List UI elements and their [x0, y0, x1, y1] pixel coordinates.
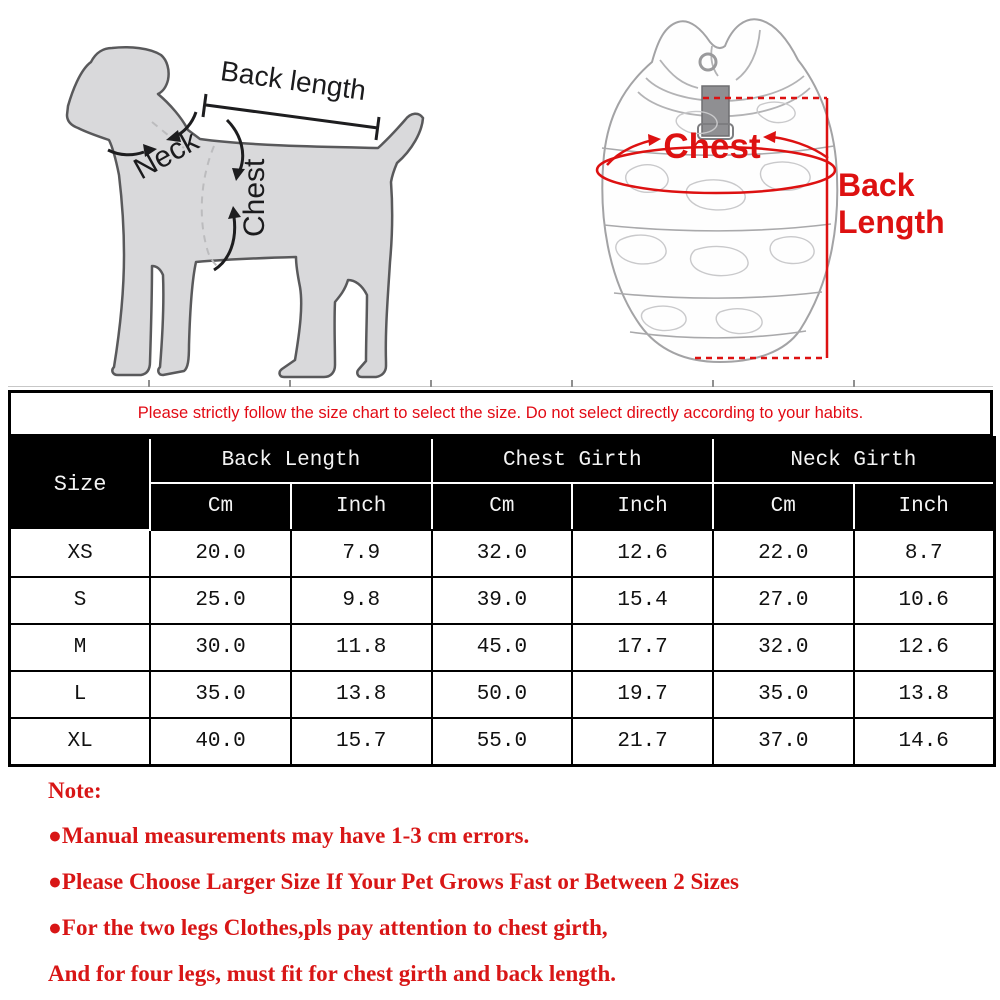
- header-back-in: Inch: [291, 483, 432, 530]
- cell-neck-in: 12.6: [854, 624, 995, 671]
- cell-neck-in: 13.8: [854, 671, 995, 718]
- jacket-back-length-label-line1: Back: [838, 167, 915, 203]
- crop-artifact-line: [8, 386, 993, 387]
- cell-neck-cm: 32.0: [713, 624, 854, 671]
- cell-back-cm: 40.0: [150, 718, 291, 766]
- cell-neck-cm: 37.0: [713, 718, 854, 766]
- cell-chest-in: 17.7: [572, 624, 713, 671]
- cell-chest-cm: 32.0: [432, 530, 573, 577]
- cell-back-cm: 35.0: [150, 671, 291, 718]
- cell-back-in: 7.9: [291, 530, 432, 577]
- cell-back-cm: 30.0: [150, 624, 291, 671]
- cell-neck-in: 8.7: [854, 530, 995, 577]
- size-warning-text: Please strictly follow the size chart to select the size. Do not select directly according to your habits.: [137, 404, 864, 422]
- header-size: Size: [10, 438, 151, 531]
- table-row-m: [10, 624, 995, 671]
- crop-artifact-tick: [712, 380, 714, 387]
- dog-neck-label: Neck: [128, 124, 205, 187]
- cell-back-in: 11.8: [291, 624, 432, 671]
- cell-neck-cm: 35.0: [713, 671, 854, 718]
- cell-chest-in: 19.7: [572, 671, 713, 718]
- cell-chest-in: 15.4: [572, 577, 713, 624]
- crop-artifact-tick: [430, 380, 432, 387]
- cell-back-in: 15.7: [291, 718, 432, 766]
- crop-artifact-tick: [853, 380, 855, 387]
- cell-back-in: 13.8: [291, 671, 432, 718]
- cell-neck-cm: 27.0: [713, 577, 854, 624]
- table-row-l: [10, 671, 995, 718]
- cell-chest-cm: 55.0: [432, 718, 573, 766]
- cell-chest-cm: 50.0: [432, 671, 573, 718]
- crop-artifact-tick: [289, 380, 291, 387]
- jacket-measure-diagram: [560, 0, 1000, 392]
- header-neck-in: Inch: [854, 483, 995, 530]
- jacket-back-length-label-line2: Length: [838, 204, 945, 240]
- cell-chest-in: 21.7: [572, 718, 713, 766]
- cell-neck-in: 14.6: [854, 718, 995, 766]
- jacket-chest-label: Chest: [663, 127, 761, 166]
- cell-neck-cm: 22.0: [713, 530, 854, 577]
- cell-size: XS: [10, 530, 151, 577]
- table-row-xs: [10, 530, 995, 577]
- cell-size: L: [10, 671, 151, 718]
- size-chart-section: [8, 390, 993, 767]
- crop-artifact-tick: [571, 380, 573, 387]
- cell-neck-in: 10.6: [854, 577, 995, 624]
- header-chest-girth: Chest Girth: [432, 438, 713, 484]
- cell-chest-in: 12.6: [572, 530, 713, 577]
- notes-section: [48, 778, 968, 1000]
- table-row-xl: [10, 718, 995, 766]
- dog-chest-label: Chest: [238, 158, 271, 237]
- notes-title: Note:: [48, 778, 102, 803]
- header-neck-girth: Neck Girth: [713, 438, 994, 484]
- cell-size: S: [10, 577, 151, 624]
- cell-back-in: 9.8: [291, 577, 432, 624]
- header-neck-cm: Cm: [713, 483, 854, 530]
- header-back-length: Back Length: [150, 438, 431, 484]
- note-item: ●Please Choose Larger Size If Your Pet Grows Fast or Between 2 Sizes: [48, 869, 739, 894]
- dog-measure-diagram: [0, 0, 560, 392]
- size-warning-banner: [8, 390, 993, 437]
- header-chest-cm: Cm: [432, 483, 573, 530]
- dog-back-length-label: Back length: [218, 55, 368, 107]
- table-row-s: [10, 577, 995, 624]
- crop-artifact-tick: [148, 380, 150, 387]
- note-item: ●Manual measurements may have 1-3 cm errors.: [48, 823, 530, 848]
- cell-chest-cm: 45.0: [432, 624, 573, 671]
- cell-back-cm: 25.0: [150, 577, 291, 624]
- cell-size: XL: [10, 718, 151, 766]
- cell-back-cm: 20.0: [150, 530, 291, 577]
- cell-size: M: [10, 624, 151, 671]
- note-item: ●For the two legs Clothes,pls pay attention to chest girth,: [48, 915, 608, 940]
- size-table: [8, 436, 996, 767]
- header-chest-in: Inch: [572, 483, 713, 530]
- header-back-cm: Cm: [150, 483, 291, 530]
- cell-chest-cm: 39.0: [432, 577, 573, 624]
- note-item: And for four legs, must fit for chest girth and back length.: [48, 961, 616, 986]
- size-table-header: [10, 438, 995, 531]
